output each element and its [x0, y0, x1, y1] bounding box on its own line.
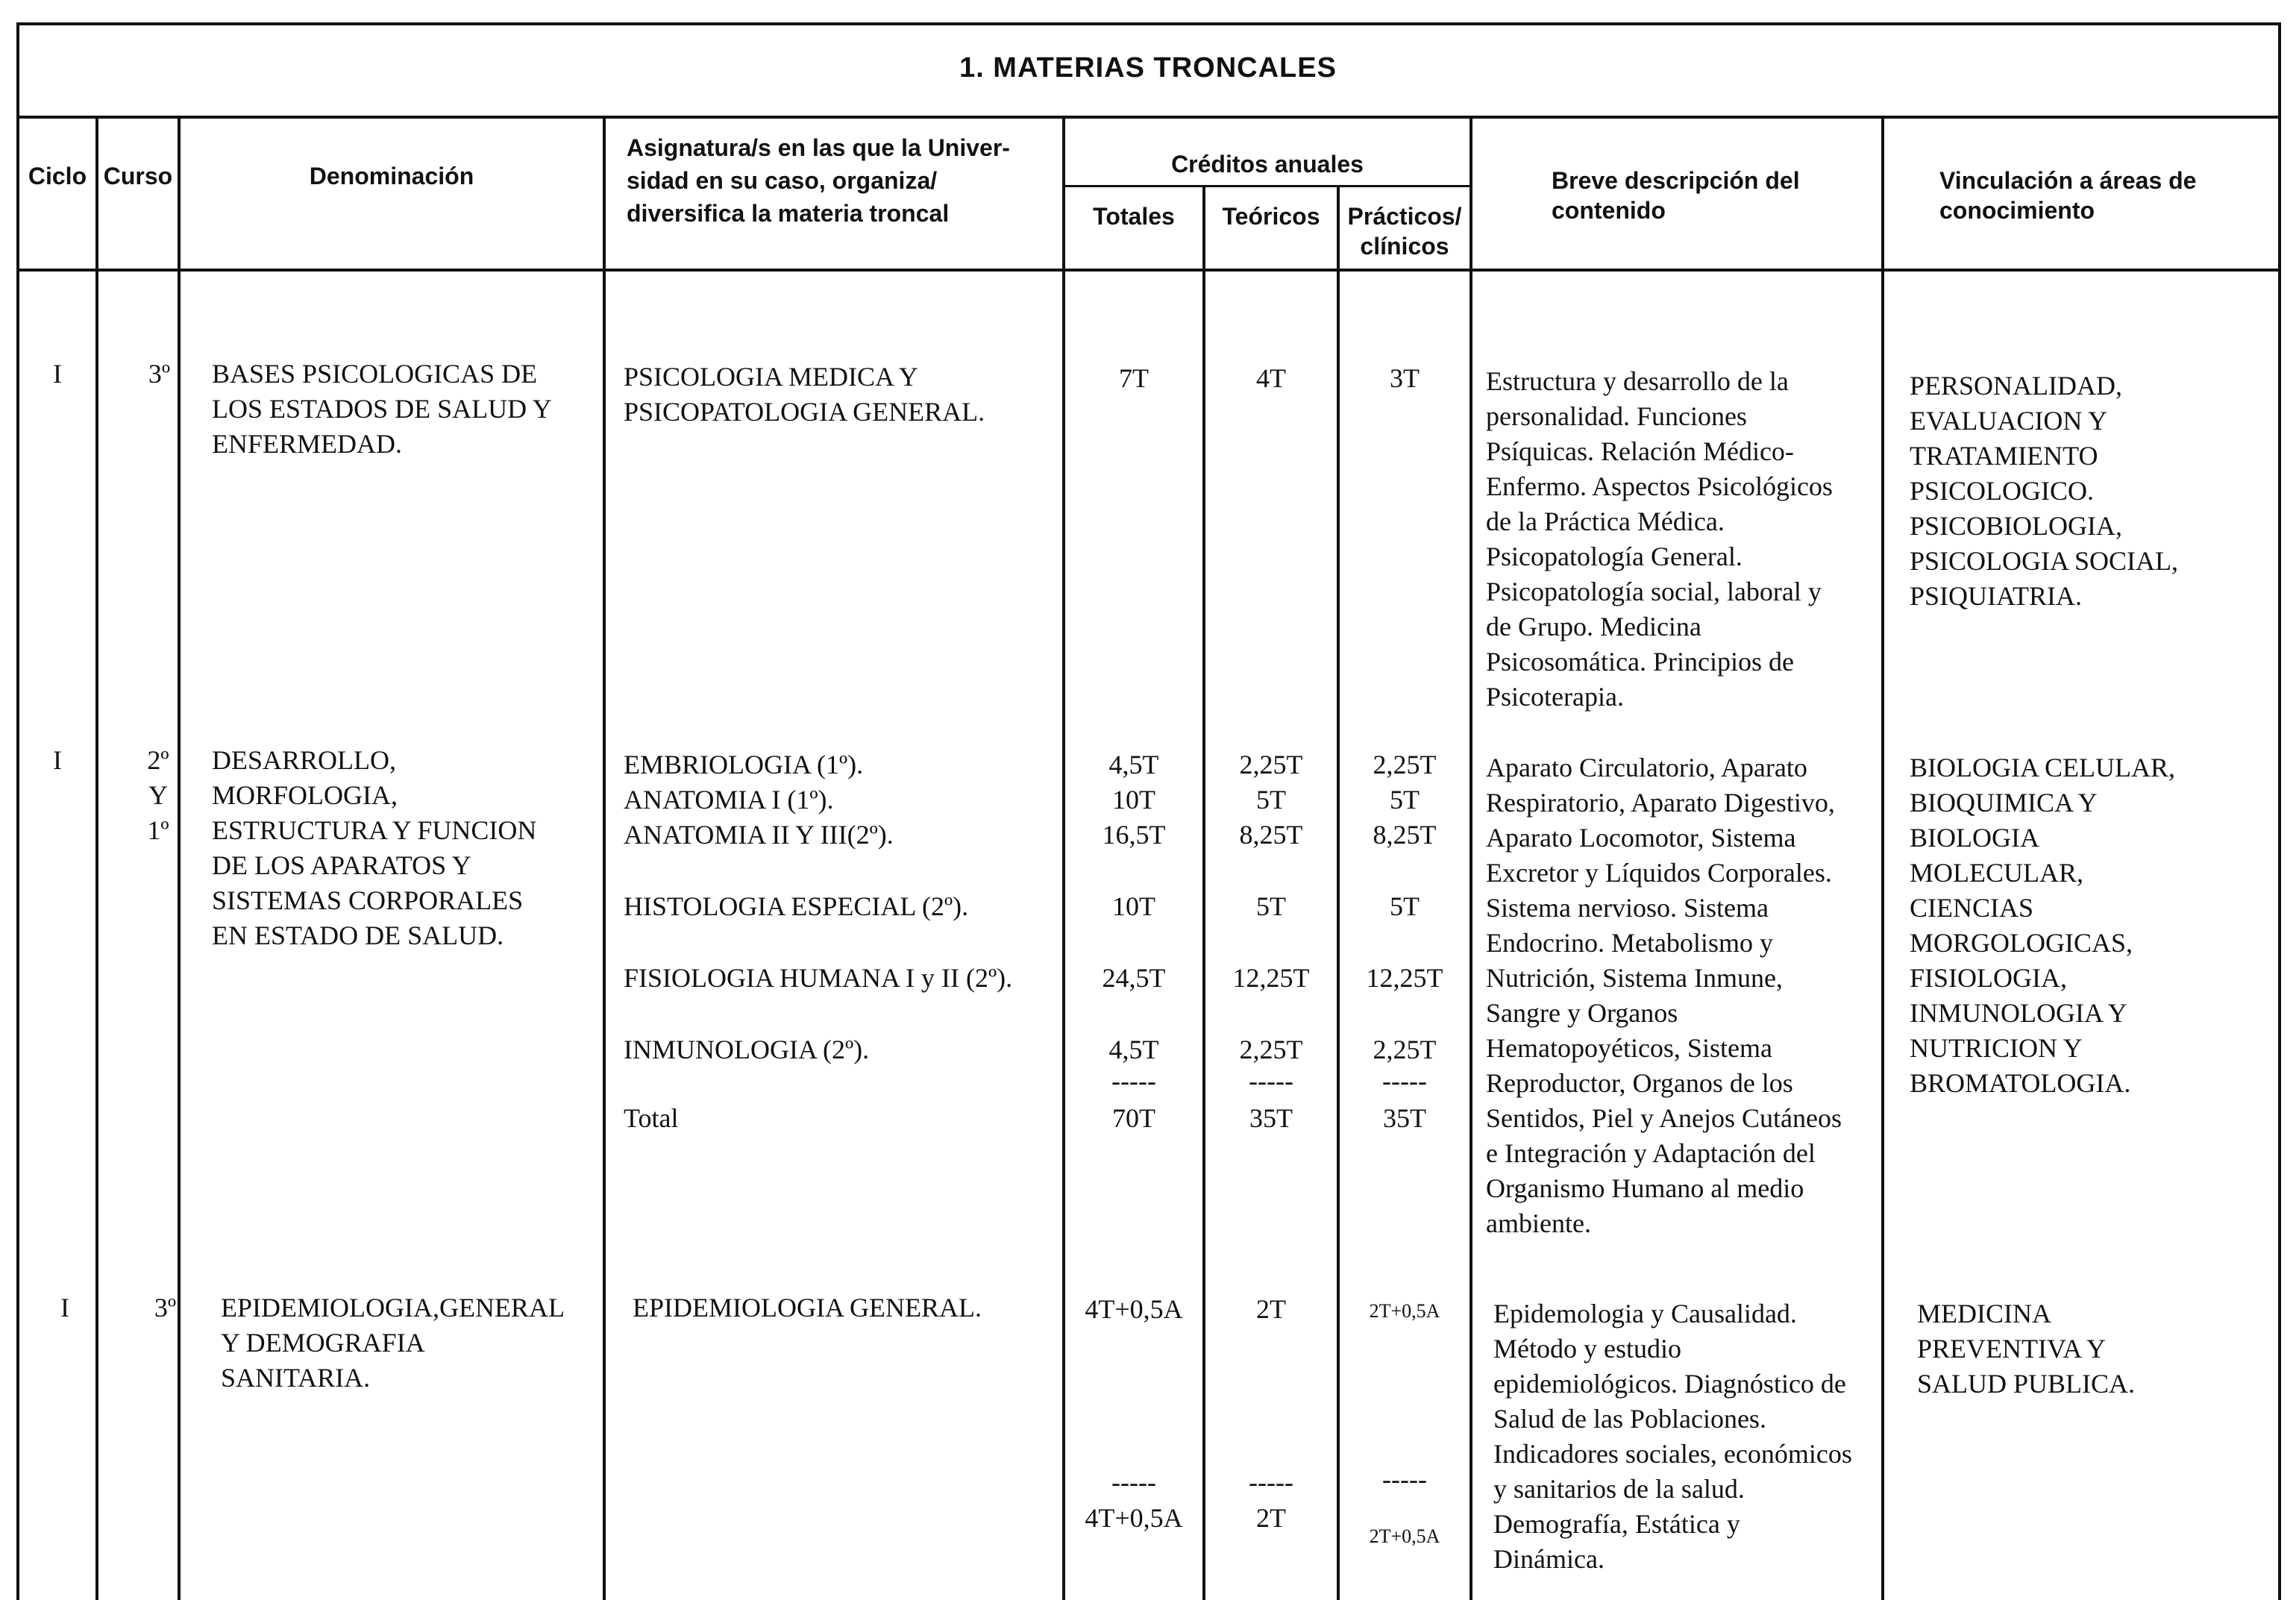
row2-practicos-total: 35T	[1383, 1103, 1426, 1133]
col-rule-4	[1062, 117, 1065, 1600]
row1-denominacion: BASES PSICOLOGICAS DE LOS ESTADOS DE SALUD Y ENFERMEDAD.	[212, 359, 552, 459]
row1-totales: 7T	[1119, 363, 1149, 393]
row1-curso: 3º	[148, 359, 170, 389]
row1-asignatura: PSICOLOGIA MEDICA Y PSICOPATOLOGIA GENERAL.	[624, 362, 985, 427]
row2-teoricos-2: 5T	[1256, 785, 1286, 815]
header-descripcion: Breve descripción del contenido	[1552, 167, 1800, 224]
row2-practicos-3: 8,25T	[1373, 820, 1437, 850]
row2-denominacion: DESARROLLO, MORFOLOGIA, ESTRUCTURA Y FUNCION DE LOS APARATOS Y SISTEMAS CORPORALES EN ESTADO DE SALUD.	[212, 745, 537, 950]
table-title: 1. MATERIAS TRONCALES	[959, 52, 1337, 84]
col-rule-2	[178, 117, 181, 1600]
header-denominacion: Denominación	[309, 163, 474, 189]
row3-vinculacion: MEDICINA PREVENTIVA Y SALUD PUBLICA.	[1917, 1299, 2136, 1399]
header-rule	[16, 269, 2281, 272]
row2-asignatura-inmunologia: INMUNOLOGIA (2º).	[624, 1035, 870, 1064]
header-curso: Curso	[103, 163, 173, 189]
row3-ciclo: I	[60, 1293, 69, 1323]
row2-teoricos-separator: -----	[1249, 1066, 1293, 1096]
row2-practicos-1: 2,25T	[1373, 750, 1437, 779]
row2-teoricos-3: 8,25T	[1239, 820, 1303, 850]
header-vinculacion: Vinculación a áreas de conocimiento	[1939, 167, 2197, 224]
row2-totales-separator: -----	[1111, 1066, 1156, 1096]
row2-asignatura-embriologia: EMBRIOLOGIA (1º).	[624, 750, 864, 779]
header-creditos: Créditos anuales	[1171, 151, 1364, 178]
row1-descripcion: Estructura y desarrollo de la personalidad. Funciones Psíquicas. Relación Médico- Enfermo. Aspectos Psicológicos de la Práctica Médica. Psicopatología General. Psicopatología social, laboral y de Grupo. Medicina Psicosomática. Principios de Psicoterapia.	[1486, 366, 1833, 712]
row2-teoricos-total: 35T	[1249, 1103, 1293, 1133]
row3-asignatura: EPIDEMIOLOGIA GENERAL.	[633, 1293, 982, 1323]
row2-teoricos-1: 2,25T	[1239, 750, 1303, 779]
row2-practicos-2: 5T	[1390, 785, 1420, 815]
row3-totales-1: 4T+0,5A	[1085, 1294, 1183, 1324]
row2-teoricos-4: 5T	[1256, 891, 1286, 921]
row3-totales-2: 4T+0,5A	[1085, 1503, 1183, 1533]
row3-teoricos-2: 2T	[1256, 1503, 1286, 1533]
row3-teoricos-separator: -----	[1249, 1467, 1293, 1497]
row2-totales-total: 70T	[1112, 1103, 1155, 1133]
row2-curso: 2º Y 1º	[147, 745, 169, 845]
row2-totales-5: 24,5T	[1102, 963, 1166, 993]
header-practicos: Prácticos/ clínicos	[1347, 203, 1462, 260]
row2-totales-1: 4,5T	[1108, 750, 1159, 779]
row2-totales-2: 10T	[1112, 785, 1155, 815]
row2-asignatura-fisiologia: FISIOLOGIA HUMANA I y II (2º).	[624, 963, 1013, 993]
row1-practicos: 3T	[1390, 363, 1420, 393]
row3-practicos-2: 2T+0,5A	[1369, 1525, 1440, 1547]
title-rule	[16, 116, 2281, 119]
row2-totales-3: 16,5T	[1102, 820, 1166, 850]
row2-asignatura-anatomia-i: ANATOMIA I (1º).	[624, 785, 834, 815]
row3-teoricos-1: 2T	[1256, 1294, 1286, 1324]
row3-curso: 3º	[154, 1293, 176, 1323]
creditos-subrule	[1065, 185, 1469, 187]
row2-asignatura-histologia: HISTOLOGIA ESPECIAL (2º).	[624, 891, 969, 921]
row2-vinculacion: BIOLOGIA CELULAR, BIOQUIMICA Y BIOLOGIA MOLECULAR, CIENCIAS MORGOLOGICAS, FISIOLOGIA, INMUNOLOGIA Y NUTRICION Y BROMATOLOGIA.	[1910, 753, 2175, 1098]
row2-teoricos-6: 2,25T	[1239, 1035, 1303, 1064]
header-asignatura: Asignatura/s en las que la Univer- sidad en su caso, organiza/ diversifica la materia troncal	[627, 134, 1010, 227]
header-ciclo: Ciclo	[28, 163, 87, 189]
col-rule-3	[603, 117, 606, 1600]
row2-asignatura-anatomia-ii-iii: ANATOMIA II Y III(2º).	[624, 820, 894, 850]
row3-denominacion: EPIDEMIOLOGIA,GENERAL Y DEMOGRAFIA SANITARIA.	[221, 1293, 565, 1393]
header-totales: Totales	[1093, 203, 1175, 230]
row2-totales-4: 10T	[1112, 891, 1155, 921]
row3-practicos-separator: -----	[1382, 1464, 1427, 1494]
row2-asignatura-total: Total	[624, 1103, 679, 1133]
row1-teoricos: 4T	[1256, 363, 1286, 393]
row2-teoricos-5: 12,25T	[1232, 963, 1310, 993]
row3-descripcion: Epidemologia y Causalidad. Método y estudio epidemiológicos. Diagnóstico de Salud de las Poblaciones. Indicadores sociales, económicos y sanitarios de la salud. Demografía, Estática y Dinámica.	[1493, 1299, 1852, 1574]
row2-practicos-4: 5T	[1390, 891, 1420, 921]
row2-totales-6: 4,5T	[1108, 1035, 1159, 1064]
row2-practicos-5: 12,25T	[1366, 963, 1443, 993]
row3-practicos-1: 2T+0,5A	[1369, 1300, 1440, 1322]
row1-ciclo: I	[53, 359, 62, 389]
row2-ciclo: I	[53, 745, 62, 775]
row2-practicos-separator: -----	[1382, 1066, 1427, 1096]
header-teoricos: Teóricos	[1222, 203, 1320, 230]
row1-vinculacion: PERSONALIDAD, EVALUACION Y TRATAMIENTO PSICOLOGICO. PSICOBIOLOGIA, PSICOLOGIA SOCIAL, PSIQUIATRIA.	[1910, 371, 2179, 611]
row2-descripcion: Aparato Circulatorio, Aparato Respiratorio, Aparato Digestivo, Aparato Locomotor, Sistema Excretor y Líquidos Corporales. Sistema nervioso. Sistema Endocrino. Metabolismo y Nutrición, Sistema Inmune, Sangre y Organos Hematopoyéticos, Sistema Reproductor, Organos de los Sentidos, Piel y Anejos Cutáneos e Integración y Adaptación del Organismo Humano al medio ambiente.	[1486, 753, 1842, 1238]
col-rule-1	[95, 117, 98, 1600]
row2-practicos-6: 2,25T	[1373, 1035, 1437, 1064]
col-rule-7	[1469, 117, 1472, 1600]
row3-totales-separator: -----	[1111, 1467, 1156, 1497]
